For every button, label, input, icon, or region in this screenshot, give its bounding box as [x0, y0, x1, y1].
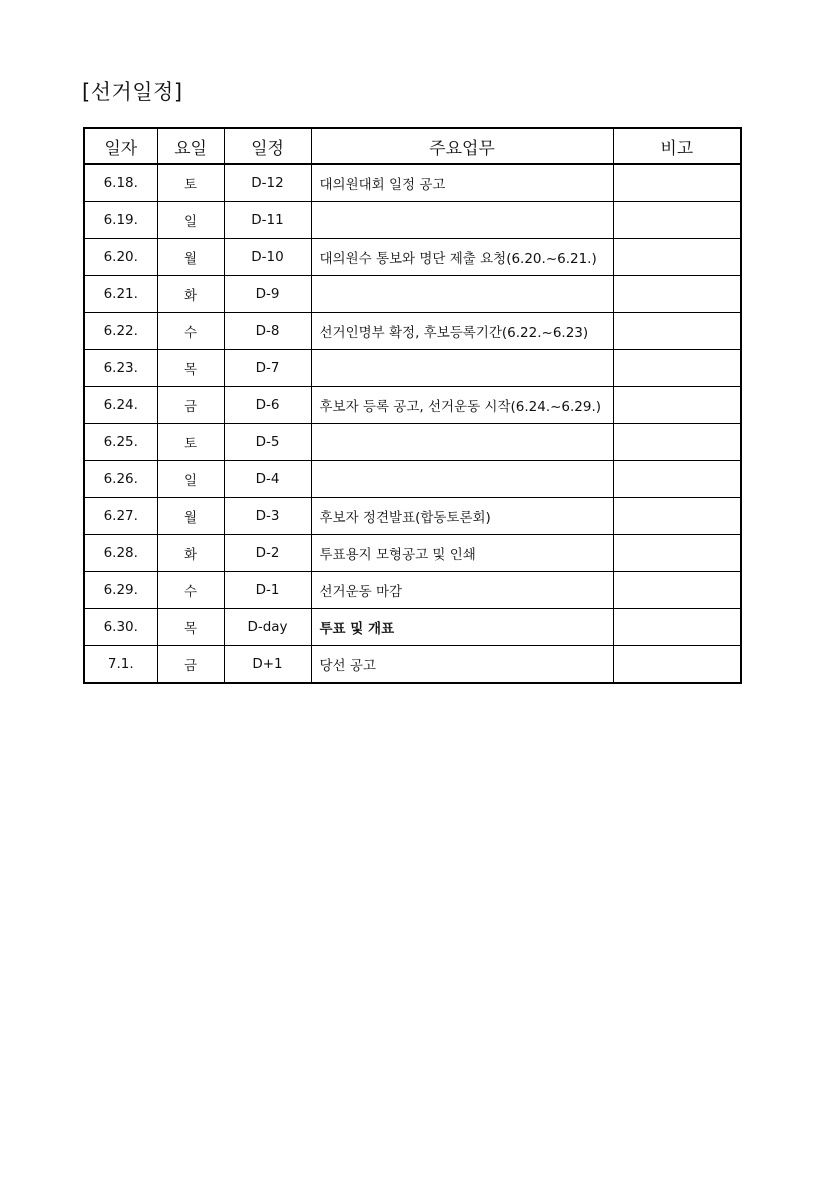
cell-dday: D-7 [224, 350, 311, 387]
cell-day-of-week: 월 [157, 498, 224, 535]
cell-task: 선거운동 마감 [311, 572, 613, 609]
cell-day-of-week: 목 [157, 350, 224, 387]
election-schedule-table [83, 127, 742, 684]
cell-date: 6.27. [84, 498, 157, 535]
cell-task: 대의원수 통보와 명단 제출 요청(6.20.~6.21.) [311, 239, 613, 276]
cell-note [613, 350, 741, 387]
cell-date: 6.21. [84, 276, 157, 313]
cell-task: 후보자 등록 공고, 선거운동 시작(6.24.~6.29.) [311, 387, 613, 424]
header-schedule: 일정 [224, 128, 311, 164]
table-row [84, 572, 741, 609]
cell-day-of-week: 화 [157, 276, 224, 313]
cell-task: 선거인명부 확정, 후보등록기간(6.22.~6.23) [311, 313, 613, 350]
cell-dday: D-day [224, 609, 311, 646]
cell-dday: D-1 [224, 572, 311, 609]
table-row [84, 313, 741, 350]
table-row [84, 461, 741, 498]
cell-day-of-week: 토 [157, 424, 224, 461]
cell-date: 6.26. [84, 461, 157, 498]
table-row [84, 276, 741, 313]
cell-dday: D-10 [224, 239, 311, 276]
table-row [84, 239, 741, 276]
table-row [84, 164, 741, 202]
cell-date: 6.22. [84, 313, 157, 350]
table-row [84, 609, 741, 646]
cell-note [613, 424, 741, 461]
table-row [84, 350, 741, 387]
cell-day-of-week: 토 [157, 164, 224, 202]
table-body [84, 164, 741, 683]
cell-task [311, 424, 613, 461]
cell-task [311, 461, 613, 498]
cell-date: 6.25. [84, 424, 157, 461]
cell-date: 6.29. [84, 572, 157, 609]
header-main-task: 주요업무 [311, 128, 613, 164]
cell-date: 6.30. [84, 609, 157, 646]
cell-note [613, 239, 741, 276]
cell-dday: D-4 [224, 461, 311, 498]
table-row [84, 387, 741, 424]
cell-date: 6.28. [84, 535, 157, 572]
cell-task: 대의원대회 일정 공고 [311, 164, 613, 202]
cell-dday: D-3 [224, 498, 311, 535]
cell-note [613, 276, 741, 313]
table-row [84, 535, 741, 572]
cell-day-of-week: 화 [157, 535, 224, 572]
cell-dday: D-12 [224, 164, 311, 202]
cell-dday: D-9 [224, 276, 311, 313]
cell-dday: D-6 [224, 387, 311, 424]
cell-dday: D-2 [224, 535, 311, 572]
cell-task: 투표용지 모형공고 및 인쇄 [311, 535, 613, 572]
cell-date: 6.20. [84, 239, 157, 276]
cell-day-of-week: 목 [157, 609, 224, 646]
cell-note [613, 498, 741, 535]
page-title: [선거일정] [82, 80, 183, 104]
cell-date: 6.24. [84, 387, 157, 424]
cell-dday: D-5 [224, 424, 311, 461]
cell-note [613, 202, 741, 239]
table-row [84, 646, 741, 684]
cell-note [613, 313, 741, 350]
cell-day-of-week: 수 [157, 572, 224, 609]
table-header-row [84, 128, 741, 164]
cell-task [311, 350, 613, 387]
cell-note [613, 461, 741, 498]
cell-day-of-week: 일 [157, 461, 224, 498]
table-row [84, 424, 741, 461]
cell-task: 투표 및 개표 [311, 609, 613, 646]
cell-task [311, 202, 613, 239]
cell-day-of-week: 일 [157, 202, 224, 239]
cell-dday: D+1 [224, 646, 311, 684]
cell-note [613, 164, 741, 202]
header-day-of-week: 요일 [157, 128, 224, 164]
cell-note [613, 646, 741, 684]
cell-note [613, 535, 741, 572]
cell-date: 6.19. [84, 202, 157, 239]
cell-task [311, 276, 613, 313]
cell-day-of-week: 금 [157, 387, 224, 424]
cell-day-of-week: 금 [157, 646, 224, 684]
cell-dday: D-8 [224, 313, 311, 350]
cell-date: 6.18. [84, 164, 157, 202]
header-note: 비고 [613, 128, 741, 164]
header-date: 일자 [84, 128, 157, 164]
cell-task: 당선 공고 [311, 646, 613, 684]
cell-task: 후보자 정견발표(합동토론회) [311, 498, 613, 535]
cell-note [613, 572, 741, 609]
cell-date: 6.23. [84, 350, 157, 387]
cell-dday: D-11 [224, 202, 311, 239]
cell-day-of-week: 수 [157, 313, 224, 350]
cell-note [613, 609, 741, 646]
cell-date: 7.1. [84, 646, 157, 684]
cell-note [613, 387, 741, 424]
table-row [84, 202, 741, 239]
table-row [84, 498, 741, 535]
cell-day-of-week: 월 [157, 239, 224, 276]
